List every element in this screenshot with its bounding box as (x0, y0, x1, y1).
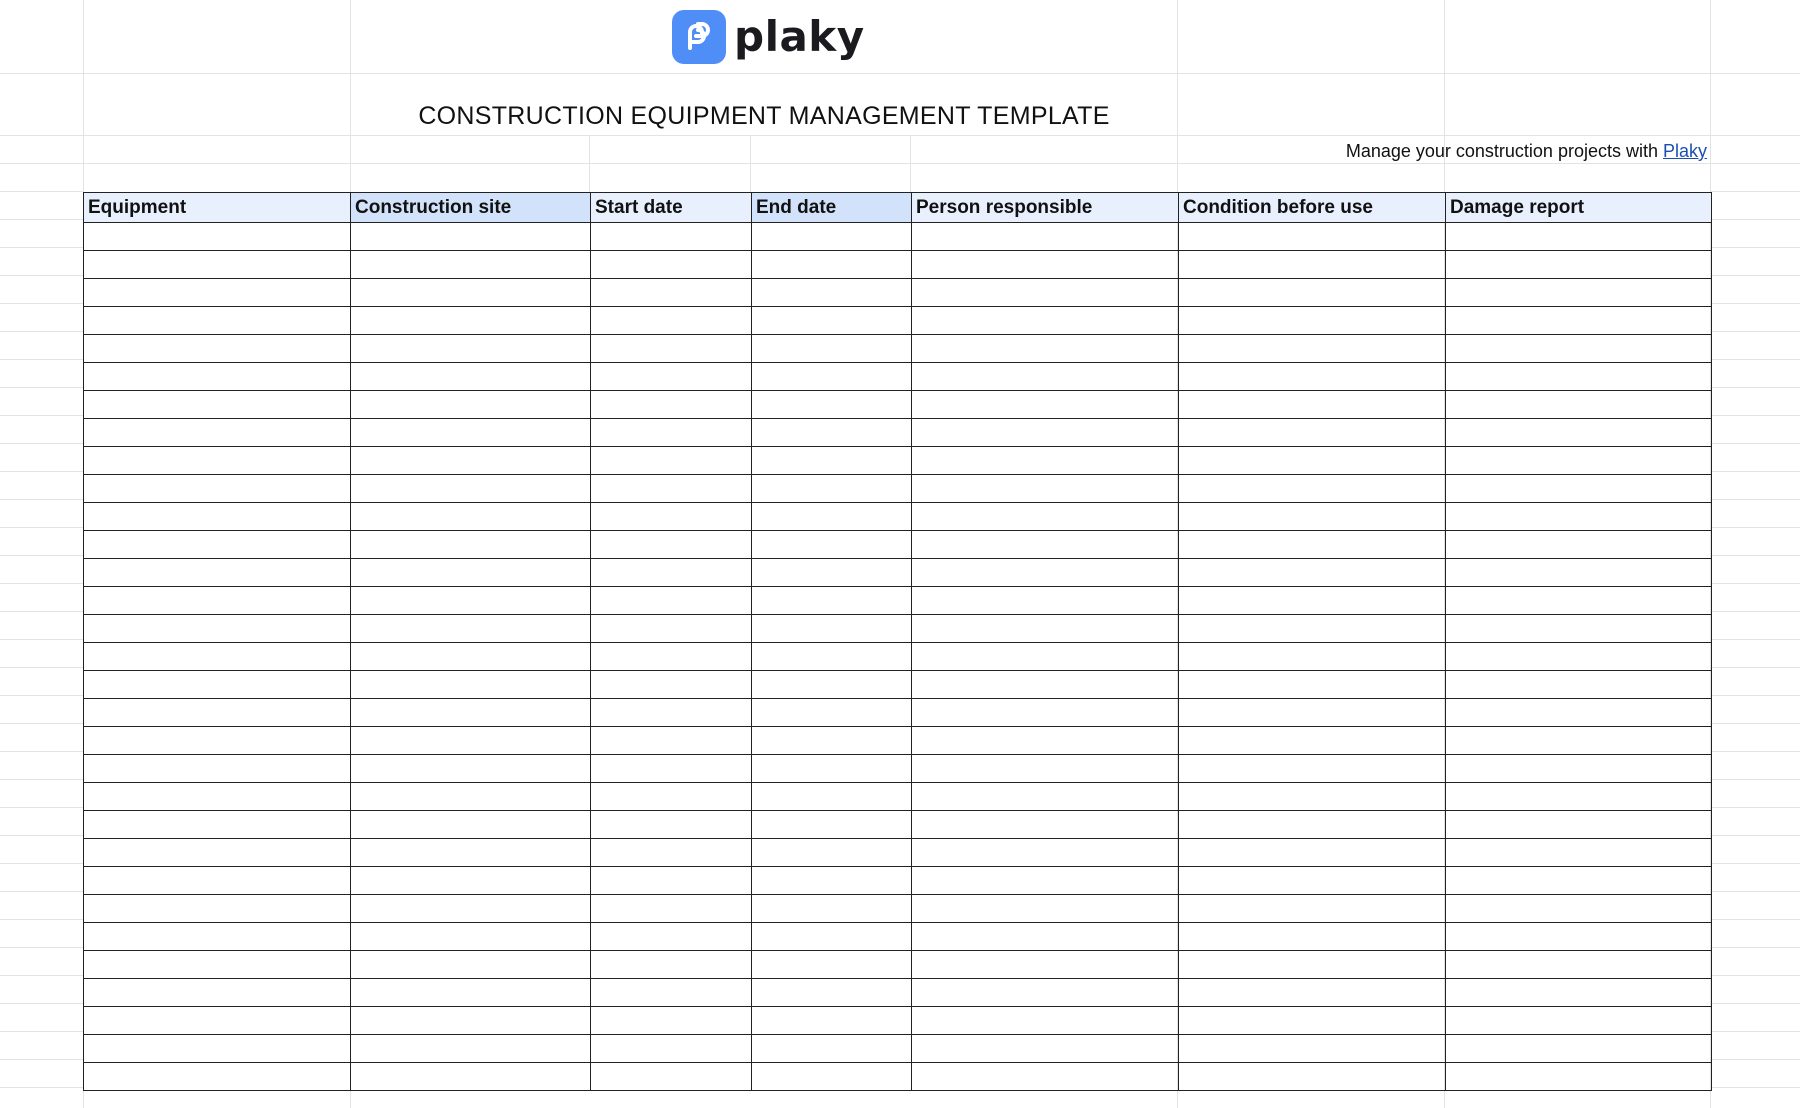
table-cell[interactable] (351, 979, 591, 1007)
table-cell[interactable] (351, 839, 591, 867)
table-cell[interactable] (351, 671, 591, 699)
table-cell[interactable] (1179, 251, 1446, 279)
table-cell[interactable] (912, 1035, 1179, 1063)
table-row (84, 587, 1712, 615)
table-cell[interactable] (1446, 279, 1712, 307)
table-cell[interactable] (752, 699, 912, 727)
table-cell[interactable] (912, 699, 1179, 727)
table-cell[interactable] (1446, 979, 1712, 1007)
table-row (84, 1007, 1712, 1035)
table-cell[interactable] (912, 615, 1179, 643)
table-cell[interactable] (1446, 727, 1712, 755)
table-cell[interactable] (1179, 923, 1446, 951)
column-header-condition-before-use[interactable]: Condition before use (1179, 193, 1446, 223)
column-header-damage-report[interactable]: Damage report (1446, 193, 1712, 223)
table-cell[interactable] (912, 979, 1179, 1007)
promo-text: Manage your construction projects with (1345, 141, 1663, 161)
table-cell[interactable] (351, 895, 591, 923)
table-cell[interactable] (1446, 1035, 1712, 1063)
table-cell[interactable] (84, 615, 351, 643)
table-row (84, 363, 1712, 391)
table-cell[interactable] (591, 223, 752, 251)
table-cell[interactable] (591, 391, 752, 419)
table-header-row (84, 193, 1712, 223)
table-cell[interactable] (1179, 699, 1446, 727)
table-cell[interactable] (591, 251, 752, 279)
table-cell[interactable] (591, 643, 752, 671)
table-cell[interactable] (752, 643, 912, 671)
table-cell[interactable] (752, 755, 912, 783)
table-cell[interactable] (591, 755, 752, 783)
table-cell[interactable] (1179, 755, 1446, 783)
table-cell[interactable] (1446, 895, 1712, 923)
table-row (84, 699, 1712, 727)
table-cell[interactable] (752, 671, 912, 699)
table-row (84, 615, 1712, 643)
table-cell[interactable] (1179, 1035, 1446, 1063)
table-cell[interactable] (752, 1007, 912, 1035)
table-cell[interactable] (84, 979, 351, 1007)
table-row (84, 979, 1712, 1007)
table-cell[interactable] (1179, 895, 1446, 923)
table-cell[interactable] (84, 447, 351, 475)
table-cell[interactable] (1179, 811, 1446, 839)
table-row (84, 503, 1712, 531)
table-cell[interactable] (84, 335, 351, 363)
table-cell[interactable] (752, 727, 912, 755)
table-row (84, 895, 1712, 923)
plaky-logo-icon (672, 10, 726, 64)
table-cell[interactable] (1179, 559, 1446, 587)
table-cell[interactable] (351, 699, 591, 727)
table-cell[interactable] (912, 559, 1179, 587)
table-cell[interactable] (1179, 671, 1446, 699)
brand-name: plaky (734, 11, 865, 61)
column-header-equipment[interactable]: Equipment (84, 193, 351, 223)
table-cell[interactable] (351, 335, 591, 363)
table-cell[interactable] (912, 811, 1179, 839)
table-cell[interactable] (1179, 867, 1446, 895)
table-cell[interactable] (1446, 615, 1712, 643)
table-cell[interactable] (591, 335, 752, 363)
table-cell[interactable] (351, 923, 591, 951)
table-cell[interactable] (1446, 503, 1712, 531)
table-row (84, 335, 1712, 363)
table-cell[interactable] (84, 587, 351, 615)
table-row (84, 951, 1712, 979)
table-row (84, 923, 1712, 951)
table-cell[interactable] (84, 279, 351, 307)
table-cell[interactable] (1446, 531, 1712, 559)
table-cell[interactable] (1446, 643, 1712, 671)
table-cell[interactable] (84, 419, 351, 447)
table-cell[interactable] (752, 531, 912, 559)
table-cell[interactable] (1179, 531, 1446, 559)
table-cell[interactable] (84, 923, 351, 951)
table-cell[interactable] (1446, 783, 1712, 811)
table-cell[interactable] (591, 867, 752, 895)
table-cell[interactable] (84, 559, 351, 587)
table-cell[interactable] (1446, 867, 1712, 895)
table-row (84, 391, 1712, 419)
table-cell[interactable] (912, 587, 1179, 615)
table-row (84, 559, 1712, 587)
table-cell[interactable] (912, 419, 1179, 447)
table-cell[interactable] (84, 1035, 351, 1063)
table-cell[interactable] (912, 951, 1179, 979)
table-cell[interactable] (1179, 615, 1446, 643)
table-cell[interactable] (84, 531, 351, 559)
table-cell[interactable] (84, 503, 351, 531)
table-cell[interactable] (351, 867, 591, 895)
table-row (84, 419, 1712, 447)
table-cell[interactable] (591, 615, 752, 643)
table-cell[interactable] (84, 307, 351, 335)
table-cell[interactable] (1179, 1007, 1446, 1035)
table-cell[interactable] (912, 755, 1179, 783)
table-cell[interactable] (1446, 1063, 1712, 1091)
table-cell[interactable] (84, 671, 351, 699)
gridline (910, 136, 911, 192)
table-cell[interactable] (1179, 839, 1446, 867)
promo-line (1346, 141, 1707, 162)
table-cell[interactable] (351, 503, 591, 531)
table-cell[interactable] (351, 727, 591, 755)
table-cell[interactable] (752, 867, 912, 895)
table-cell[interactable] (351, 307, 591, 335)
table-cell[interactable] (84, 251, 351, 279)
table-cell[interactable] (591, 1063, 752, 1091)
table-cell[interactable] (84, 783, 351, 811)
table-cell[interactable] (1179, 335, 1446, 363)
table-row (84, 447, 1712, 475)
table-row (84, 783, 1712, 811)
table-cell[interactable] (591, 671, 752, 699)
table-cell[interactable] (591, 951, 752, 979)
table-row (84, 671, 1712, 699)
table-cell[interactable] (351, 951, 591, 979)
table-cell[interactable] (591, 727, 752, 755)
table-cell[interactable] (351, 783, 591, 811)
table-cell[interactable] (752, 419, 912, 447)
table-cell[interactable] (1179, 279, 1446, 307)
column-header-end-date[interactable]: End date (752, 193, 912, 223)
table-cell[interactable] (1446, 699, 1712, 727)
table-cell[interactable] (1446, 951, 1712, 979)
table-cell[interactable] (591, 307, 752, 335)
table-cell[interactable] (752, 307, 912, 335)
table-cell[interactable] (912, 727, 1179, 755)
table-cell[interactable] (912, 531, 1179, 559)
table-cell[interactable] (1446, 839, 1712, 867)
table-cell[interactable] (752, 895, 912, 923)
table-cell[interactable] (1179, 475, 1446, 503)
table-cell[interactable] (1446, 251, 1712, 279)
table-cell[interactable] (1179, 643, 1446, 671)
table-row (84, 223, 1712, 251)
table-cell[interactable] (591, 811, 752, 839)
table-cell[interactable] (1446, 671, 1712, 699)
table-cell[interactable] (1446, 223, 1712, 251)
table-cell[interactable] (1179, 587, 1446, 615)
table-cell[interactable] (752, 279, 912, 307)
table-cell[interactable] (84, 951, 351, 979)
table-row (84, 279, 1712, 307)
table-cell[interactable] (84, 867, 351, 895)
table-cell[interactable] (351, 811, 591, 839)
table-cell[interactable] (1446, 419, 1712, 447)
table-cell[interactable] (752, 587, 912, 615)
table-cell[interactable] (351, 1007, 591, 1035)
table-cell[interactable] (351, 251, 591, 279)
table-cell[interactable] (912, 923, 1179, 951)
table-cell[interactable] (84, 755, 351, 783)
table-cell[interactable] (912, 251, 1179, 279)
table-cell[interactable] (591, 447, 752, 475)
table-cell[interactable] (591, 363, 752, 391)
table-cell[interactable] (912, 671, 1179, 699)
table-cell[interactable] (912, 335, 1179, 363)
table-cell[interactable] (84, 811, 351, 839)
table-cell[interactable] (84, 363, 351, 391)
table-cell[interactable] (591, 587, 752, 615)
table-cell[interactable] (1446, 307, 1712, 335)
table-cell[interactable] (591, 419, 752, 447)
table-cell[interactable] (752, 979, 912, 1007)
table-cell[interactable] (84, 839, 351, 867)
table-cell[interactable] (591, 559, 752, 587)
table-cell[interactable] (912, 839, 1179, 867)
table-cell[interactable] (752, 951, 912, 979)
table-cell[interactable] (591, 503, 752, 531)
table-cell[interactable] (912, 643, 1179, 671)
table-cell[interactable] (351, 475, 591, 503)
table-cell[interactable] (351, 531, 591, 559)
table-cell[interactable] (591, 839, 752, 867)
table-cell[interactable] (351, 615, 591, 643)
table-cell[interactable] (591, 1035, 752, 1063)
table-cell[interactable] (351, 643, 591, 671)
gridlines-right (1711, 164, 1800, 1108)
table-row (84, 811, 1712, 839)
brand-logo (672, 9, 865, 64)
table-cell[interactable] (912, 223, 1179, 251)
table-cell[interactable] (912, 783, 1179, 811)
table-cell[interactable] (752, 391, 912, 419)
table-row (84, 1035, 1712, 1063)
table-cell[interactable] (752, 923, 912, 951)
table-cell[interactable] (1446, 391, 1712, 419)
table-cell[interactable] (591, 783, 752, 811)
table-cell[interactable] (1446, 755, 1712, 783)
table-row (84, 839, 1712, 867)
table-cell[interactable] (912, 867, 1179, 895)
table-cell[interactable] (912, 503, 1179, 531)
table-cell[interactable] (1446, 1007, 1712, 1035)
column-header-start-date[interactable]: Start date (591, 193, 752, 223)
table-cell[interactable] (912, 1007, 1179, 1035)
table-cell[interactable] (351, 223, 591, 251)
table-cell[interactable] (591, 1007, 752, 1035)
table-cell[interactable] (84, 475, 351, 503)
table-cell[interactable] (752, 475, 912, 503)
table-cell[interactable] (591, 279, 752, 307)
table-row (84, 307, 1712, 335)
table-cell[interactable] (1446, 475, 1712, 503)
table-cell[interactable] (351, 559, 591, 587)
table-cell[interactable] (1179, 503, 1446, 531)
table-cell[interactable] (351, 279, 591, 307)
table-cell[interactable] (1446, 335, 1712, 363)
column-header-construction-site[interactable]: Construction site (351, 193, 591, 223)
table-cell[interactable] (1446, 559, 1712, 587)
table-cell[interactable] (1179, 363, 1446, 391)
column-header-person-responsible[interactable]: Person responsible (912, 193, 1179, 223)
table-cell[interactable] (351, 587, 591, 615)
table-cell[interactable] (752, 615, 912, 643)
table-cell[interactable] (84, 895, 351, 923)
table-cell[interactable] (752, 251, 912, 279)
table-row (84, 475, 1712, 503)
table-cell[interactable] (752, 783, 912, 811)
table-row (84, 531, 1712, 559)
table-cell[interactable] (351, 391, 591, 419)
table-cell[interactable] (84, 391, 351, 419)
table-row (84, 867, 1712, 895)
table-cell[interactable] (1446, 811, 1712, 839)
table-cell[interactable] (752, 503, 912, 531)
table-cell[interactable] (752, 839, 912, 867)
table-cell[interactable] (1179, 307, 1446, 335)
table-cell[interactable] (84, 727, 351, 755)
table-cell[interactable] (752, 811, 912, 839)
table-cell[interactable] (1179, 783, 1446, 811)
gridlines-left (0, 164, 83, 1108)
table-row (84, 755, 1712, 783)
table-body (84, 223, 1712, 1091)
table-cell[interactable] (1179, 979, 1446, 1007)
table-cell[interactable] (1179, 951, 1446, 979)
table-cell[interactable] (912, 391, 1179, 419)
table-cell[interactable] (912, 447, 1179, 475)
table-cell[interactable] (84, 1063, 351, 1091)
table-cell[interactable] (752, 363, 912, 391)
table-cell[interactable] (351, 1063, 591, 1091)
table-cell[interactable] (912, 307, 1179, 335)
table-cell[interactable] (912, 895, 1179, 923)
table-cell[interactable] (591, 531, 752, 559)
table-cell[interactable] (1179, 223, 1446, 251)
table-cell[interactable] (84, 1007, 351, 1035)
plaky-link[interactable]: Plaky (1662, 141, 1707, 161)
table-cell[interactable] (351, 363, 591, 391)
table-cell[interactable] (752, 559, 912, 587)
table-cell[interactable] (84, 643, 351, 671)
table-cell[interactable] (1446, 923, 1712, 951)
table-cell[interactable] (591, 895, 752, 923)
table-cell[interactable] (1179, 727, 1446, 755)
table-cell[interactable] (591, 475, 752, 503)
table-cell[interactable] (1179, 391, 1446, 419)
table-cell[interactable] (752, 1063, 912, 1091)
table-cell[interactable] (84, 223, 351, 251)
table-row (84, 727, 1712, 755)
table-cell[interactable] (1446, 587, 1712, 615)
table-row (84, 1063, 1712, 1091)
table-cell[interactable] (1446, 447, 1712, 475)
table-cell[interactable] (591, 923, 752, 951)
table-row (84, 251, 1712, 279)
table-cell[interactable] (84, 699, 351, 727)
table-cell[interactable] (912, 1063, 1179, 1091)
table-cell[interactable] (591, 979, 752, 1007)
equipment-table (83, 192, 1712, 1091)
page-title: CONSTRUCTION EQUIPMENT MANAGEMENT TEMPLATE (418, 102, 1110, 130)
table-row (84, 643, 1712, 671)
table-cell[interactable] (752, 447, 912, 475)
table-cell[interactable] (752, 1035, 912, 1063)
table-cell[interactable] (912, 279, 1179, 307)
table-cell[interactable] (1446, 363, 1712, 391)
table-cell[interactable] (912, 475, 1179, 503)
table-cell[interactable] (912, 363, 1179, 391)
gridline (750, 136, 751, 192)
gridline (589, 136, 590, 192)
table-cell[interactable] (351, 755, 591, 783)
table-cell[interactable] (351, 447, 591, 475)
table-cell[interactable] (1179, 1063, 1446, 1091)
table-cell[interactable] (351, 1035, 591, 1063)
table-cell[interactable] (752, 223, 912, 251)
table-cell[interactable] (752, 335, 912, 363)
table-cell[interactable] (1179, 419, 1446, 447)
table-cell[interactable] (351, 419, 591, 447)
table-cell[interactable] (1179, 447, 1446, 475)
table-cell[interactable] (591, 699, 752, 727)
